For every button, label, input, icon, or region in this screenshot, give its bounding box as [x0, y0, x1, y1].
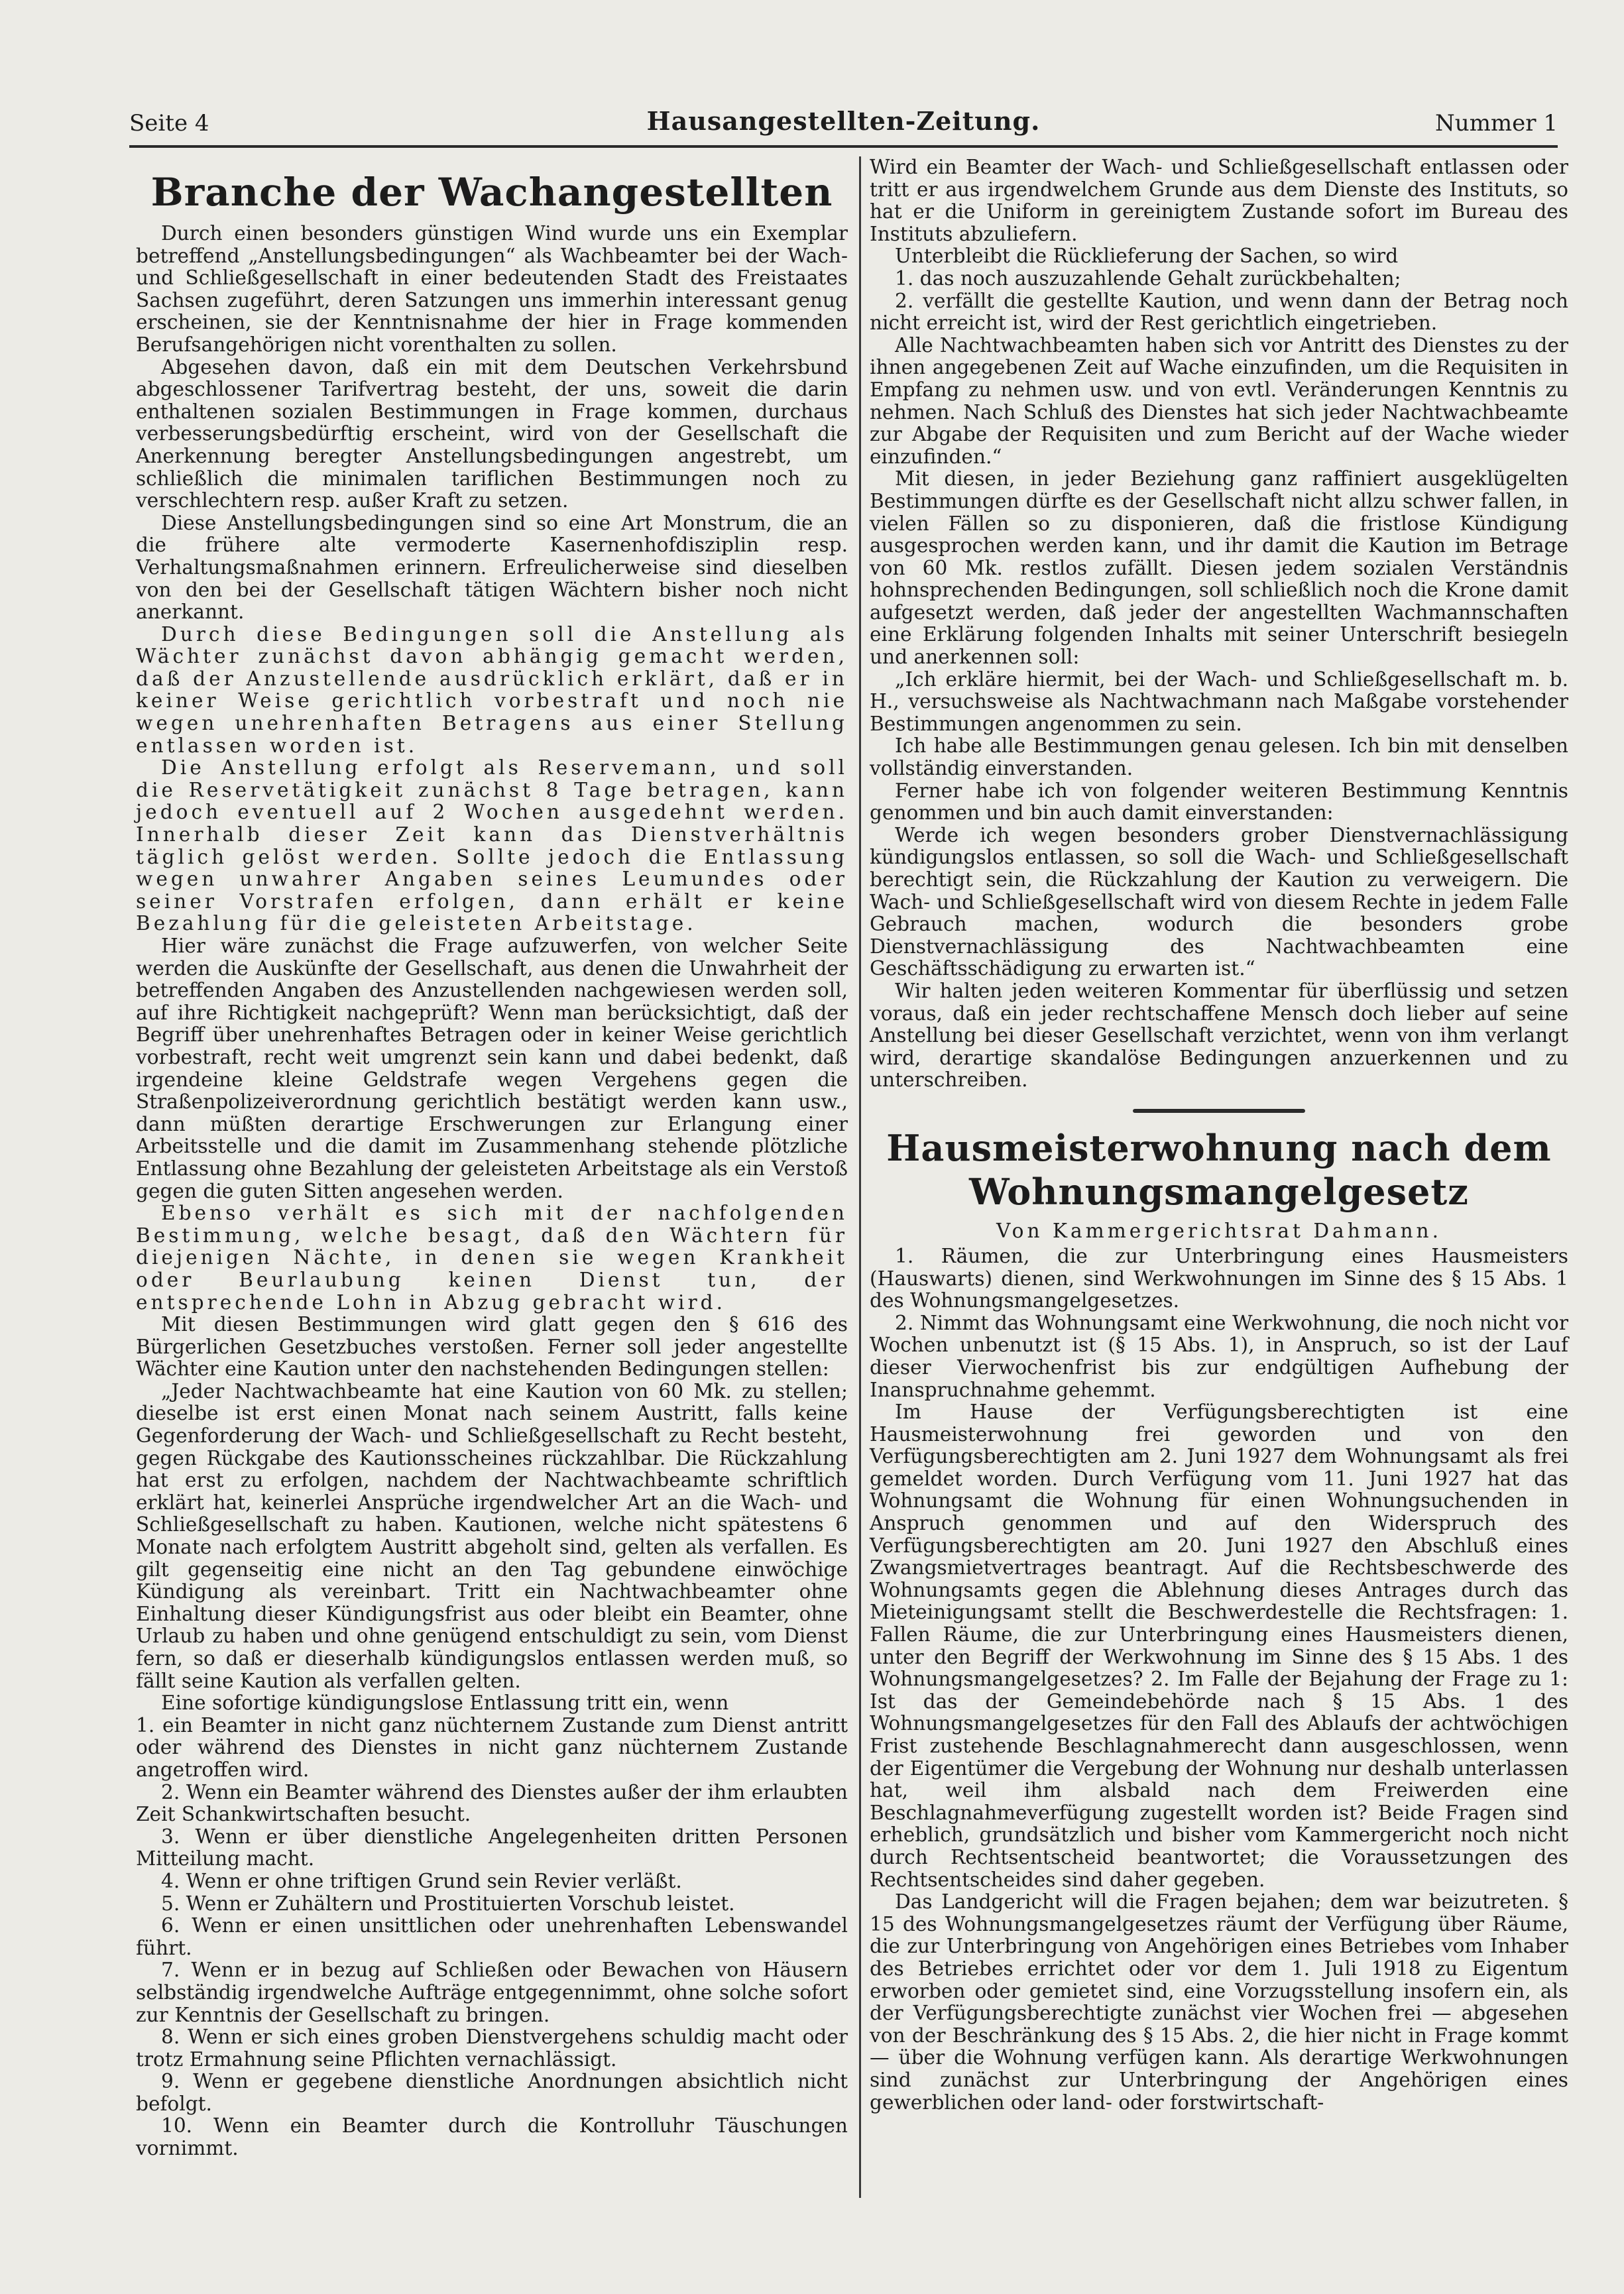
article-paragraph: Ebenso verhält es sich mit der nachfolgenden Bestimmung, welche besagt, daß den Wächtern für diejenigen Nächte, in denen sie wegen Krankheit oder Beurlaubung keinen Dienst tun, der entsprechende Lohn in Abzug gebracht wird. — [136, 1202, 848, 1314]
article-paragraph: Im Hause der Verfügungsberechtigten ist eine Hausmeisterwohnung frei geworden und von den Verfügungsberechtigten am 2. Juni 1927 dem Wohnungsamt als frei gemeldet worden. Durch Verfügung vom 11. Juni 1927 hat das Wohnungsamt die Wohnung für einen Wohnungsuchenden in Anspruch genommen und auf den Widerspruch des Verfügungsberechtigten am 20. Juni 1927 den Abschluß eines Zwangsmietvertrages beantragt. Auf die Rechtsbeschwerde des Wohnungsamts gegen die Ablehnung dieses Antrages durch das Mieteinigungsamt stellt die Beschwerdestelle die Rechtsfragen: 1. Fallen Räume, die zur Unterbringung eines Hausmeisters dienen, unter den Begriff der Werkwohnung im Sinne des § 15 Abs. 1 des Wohnungsmangelgesetzes? 2. Im Falle der Bejahung der Frage zu 1: Ist das der Gemeindebehörde nach § 15 Abs. 1 des Wohnungsmangelgesetzes für den Fall des Ablaufs der achtwöchigen Frist zustehende Beschlagnahmerecht dann ausgeschlossen, wenn der Eigentümer die Vergebung der Wohnung nur deshalb unterlassen hat, weil ihm alsbald nach dem Freiwerden eine Beschlagnahmeverfügung zugestellt worden ist? Beide Fragen sind erheblich, grundsätzlich und bisher vom Kammergericht noch nicht durch Rechtsentscheid beantwortet; die Voraussetzungen des Rechtsentscheides sind daher gegeben. — [870, 1401, 1568, 1891]
article-title: Branche der Wachangestellten — [150, 170, 833, 215]
page-number: Seite 4 — [129, 110, 209, 137]
article-byline: Von Kammergerichtsrat Dahmann. — [996, 1219, 1442, 1242]
article-paragraph: Die Anstellung erfolgt als Reservemann, und soll die Reservetätigkeit zunächst 8 Tage betragen, kann jedoch eventuell auf 2 Wochen ausgedehnt werden. Innerhalb dieser Zeit kann das Dienstverhältnis täglich gelöst werden. Sollte jedoch die Entlassung wegen unwahrer Angaben seines Leumundes oder seiner Vorstrafen erfolgen, dann erhält er keine Bezahlung für die geleisteten Arbeitstage. — [136, 756, 848, 935]
article-paragraph: Wir halten jeden weiteren Kommentar für überflüssig und setzen voraus, daß ein jeder rechtschaffene Mensch doch lieber auf seine Anstellung bei dieser Gesellschaft verzichtet, wenn von ihm verlangt wird, derartige skandalöse Bedingungen anzuerkennen und zu unterschreiben. — [870, 979, 1568, 1092]
list-item: 5. Wenn er Zuhältern und Prostituierten Vorschub leistet. — [161, 1892, 735, 1915]
list-item: 2. verfällt die gestellte Kaution, und wenn dann der Betrag noch nicht erreicht ist, wird der Rest gerichtlich eingetrieben. — [870, 289, 1568, 335]
right-column — [870, 156, 1568, 2114]
article-paragraph: „Ich erkläre hiermit, bei der Wach- und Schließgesellschaft m. b. H., versuchsweise als Nachtwachmann nach Maßgabe vorstehender Bestimmungen angenommen zu sein. — [870, 667, 1568, 735]
article-paragraph: Mit diesen, in jeder Beziehung ganz raffiniert ausgeklügelten Bestimmungen dürfte es der Gesellschaft nicht allzu schwer fallen, in vielen Fällen so zu disponieren, daß die fristlose Kündigung ausgesprochen werden kann, und ihr damit die Kaution im Betrage von 60 Mk. restlos zufällt. Diesen jedem sozialen Verständnis hohnsprechenden Bedingungen, soll schließlich noch die Krone damit aufgesetzt werden, daß jeder der angestellten Wachmannschaften eine Erklärung folgenden Inhalts mit seiner Unterschrift besiegeln und anerkennen soll: — [870, 467, 1568, 669]
article-paragraph: Abgesehen davon, daß ein mit dem Deutschen Verkehrsbund abgeschlossener Tarifvertrag besteht, der uns, soweit die darin enthaltenen sozialen Bestimmungen in Frage kommen, durchaus verbesserungsbedürftig erscheint, wird von der Gesellschaft die Anerkennung beregter Anstellungsbedingungen angestrebt, um schließlich die minimalen tariflichen Bestimmungen noch zu verschlechtern resp. außer Kraft zu setzen. — [136, 355, 848, 512]
list-item: 4. Wenn er ohne triftigen Grund sein Revier verläßt. — [161, 1869, 682, 1892]
list-item: 1. das noch auszuzahlende Gehalt zurückbehalten; — [895, 266, 1401, 290]
list-item: 1. ein Beamter in nicht ganz nüchternem Zustande zum Dienst antritt oder während des Dienstes in nicht ganz nüchternem Zustande angetroffen wird. — [136, 1713, 848, 1781]
article-paragraph: Durch diese Bedingungen soll die Anstellung als Wächter zunächst davon abhängig gemacht werden, daß der Anzustellende ausdrücklich erklärt, daß er in keiner Weise gerichtlich vorbestraft und noch nie wegen unehrenhaften Betragens aus einer Stellung entlassen worden ist. — [136, 622, 848, 757]
article-paragraph: 2. Nimmt das Wohnungsamt eine Werkwohnung, die noch nicht vor Wochen unbenutzt ist (§ 15 Abs. 1), in Anspruch, so ist der Lauf dieser Vierwochenfrist bis zur endgültigen Aufhebung der Inanspruchnahme gehemmt. — [870, 1311, 1568, 1401]
list-item: 7. Wenn er in bezug auf Schließen oder Bewachen von Häusern selbständig irgendwelche Aufträge entgegennimmt, ohne solche sofort zur Kenntnis der Gesellschaft zu bringen. — [136, 1959, 848, 2026]
article-paragraph: „Jeder Nachtwachbeamte hat eine Kaution von 60 Mk. zu stellen; dieselbe ist erst einen Monat nach seinem Austritt, falls keine Gegenforderung der Wach- und Schließgesellschaft zu Recht besteht, gegen Rückgabe des Kautionsscheines rückzahlbar. Die Rückzahlung hat erst zu erfolgen, nachdem der Nachtwachbeamte schriftlich erklärt hat, keinerlei Ansprüche irgendwelcher Art an die Wach- und Schließgesellschaft zu haben. Kautionen, welche nicht spätestens 6 Monate nach erfolgtem Austritt abgeholt sind, gelten als verfallen. Es gilt gegenseitig eine nicht an den Tag gebundene einwöchige Kündigung als vereinbart. Tritt ein Nachtwachbeamter ohne Einhaltung dieser Kündigungsfrist aus oder bleibt ein Beamter, ohne Urlaub zu haben und ohne genügend entschuldigt zu sein, vom Dienst fern, so daß er dieserhalb kündigungslos entlassen werden muß, so fällt seine Kaution als verfallen gelten. — [136, 1379, 848, 1692]
section-divider — [1133, 1109, 1305, 1113]
list-item: 6. Wenn er einen unsittlichen oder unehrenhaften Lebenswandel führt. — [136, 1914, 848, 1959]
article-paragraph: Mit diesen Bestimmungen wird glatt gegen den § 616 des Bürgerlichen Gesetzbuches verstoßen. Ferner soll jeder angestellte Wächter eine Kaution unter den nachstehenden Bedingungen stellen: — [136, 1313, 848, 1381]
article-paragraph: Ich habe alle Bestimmungen genau gelesen. Ich bin mit denselben vollständig einverstanden. — [870, 734, 1568, 780]
list-item: 3. Wenn er über dienstliche Angelegenheiten dritten Personen Mitteilung macht. — [136, 1825, 848, 1870]
article-paragraph: Wird ein Beamter der Wach- und Schließgesellschaft entlassen oder tritt er aus irgendwelchem Grunde aus dem Dienste des Instituts, so hat er die Uniform in gereinigtem Zustande sofort im Bureau des Instituts abzuliefern. — [870, 156, 1568, 245]
issue-number: Nummer 1 — [1435, 110, 1558, 137]
article-paragraph: Werde ich wegen besonders grober Dienstvernachlässigung kündigungslos entlassen, so soll die Wach- und Schließgesellschaft berechtigt sein, die Rückzahlung der Kaution zu verweigern. Die Wach- und Schließgesellschaft wird von diesem Rechte in jedem Falle Gebrauch machen, wodurch die besonders grobe Dienstvernachlässigung des Nachtwachbeamten eine Geschäftsschädigung zu erwarten ist.“ — [870, 823, 1568, 980]
article-paragraph: Hier wäre zunächst die Frage aufzuwerfen, von welcher Seite werden die Auskünfte der Gesellschaft, aus denen die Unwahrheit der betreffenden Angaben des Anzustellenden nachgewiesen werden soll, auf ihre Richtigkeit nachgeprüft? Wenn man berücksichtigt, daß der Begriff über unehrenhaftes Betragen oder in keiner Weise gerichtlich vorbestraft, recht weit umgrenzt sein kann und dabei bedenkt, daß irgendeine kleine Geldstrafe wegen Vergehens gegen die Straßenpolizeiverordnung gerichtlich bestätigt werden kann usw., dann müßten derartige Erschwerungen zur Erlangung einer Arbeitsstelle und die damit im Zusammenhang stehende plötzliche Entlassung ohne Bezahlung der geleisteten Arbeitstage als ein Verstoß gegen die guten Sitten angesehen werden. — [136, 935, 848, 1202]
header-rule — [129, 145, 1558, 148]
article-paragraph: Alle Nachtwachbeamten haben sich vor Antritt des Dienstes zu der ihnen angegebenen Zeit auf Wache einzufinden, um die Requisiten in Empfang zu nehmen usw. und von evtl. Veränderungen Kenntnis zu nehmen. Nach Schluß des Dienstes hat sich jeder Nachtwachbeamte zur Abgabe der Requisiten und zum Bericht auf der Wache wieder einzufinden.“ — [870, 333, 1568, 468]
article-paragraph: Diese Anstellungsbedingungen sind so eine Art Monstrum, die an die frühere alte vermoderte Kasernenhofdisziplin resp. Verhaltungsmaßnahmen erinnern. Erfreulicherweise sind dieselben von den bei der Gesellschaft tätigen Wächtern bisher noch nicht anerkannt. — [136, 511, 848, 624]
article-paragraph: Eine sofortige kündigungslose Entlassung tritt ein, wenn — [161, 1692, 729, 1715]
column-divider — [859, 156, 861, 2198]
list-item: 8. Wenn er sich eines groben Dienstvergehens schuldig macht oder trotz Ermahnung seine Pflichten vernachlässigt. — [136, 2026, 848, 2071]
article-paragraph: Das Landgericht will die Fragen bejahen; dem war beizutreten. § 15 des Wohnungsmangelgesetzes räumt der Verfügung über Räume, die zur Unterbringung von Angehörigen eines Betriebes vom Inhaber des Betriebes errichtet oder vor dem 1. Juli 1918 zu Eigentum erworben oder gemietet sind, eine Vorzugsstellung insofern ein, als der Verfügungsberechtigte zunächst vier Wochen frei — abgesehen von der Beschränkung des § 15 Abs. 2, die hier nicht in Frage kommt — über die Wohnung verfügen kann. Als derartige Werkwohnungen sind zunächst zur Unterbringung der Angehörigen eines gewerblichen oder land- oder forstwirtschaft- — [870, 1890, 1568, 2114]
left-column — [136, 156, 848, 2160]
newspaper-title: Hausangestellten-Zeitung. — [646, 106, 1041, 136]
article-title: Hausmeisterwohnung nach dem Wohnungsmangelgesetz — [886, 1126, 1552, 1213]
list-item: 10. Wenn ein Beamter durch die Kontrolluhr Täuschungen vornimmt. — [136, 2114, 848, 2160]
list-item: 2. Wenn ein Beamter während des Dienstes außer der ihm erlaubten Zeit Schankwirtschaften besucht. — [136, 1780, 848, 1826]
article-paragraph: Unterbleibt die Rücklieferung der Sachen, so wird — [895, 245, 1399, 268]
article-paragraph: Ferner habe ich von folgender weiteren Bestimmung Kenntnis genommen und bin auch damit einverstanden: — [870, 779, 1568, 825]
article-paragraph: Durch einen besonders günstigen Wind wurde uns ein Exemplar betreffend „Anstellungsbedingungen“ als Wachbeamter bei der Wach- und Schließgesellschaft in einer bedeutenden Stadt des Freistaates Sachsen zugeführt, deren Satzungen uns immerhin interessant genug erscheinen, sie der Kenntnisnahme der hier in Frage kommenden Berufsangehörigen nicht vorenthalten zu sollen. — [136, 222, 848, 356]
list-item: 9. Wenn er gegebene dienstliche Anordnungen absichtlich nicht befolgt. — [136, 2070, 848, 2115]
article-paragraph: 1. Räumen, die zur Unterbringung eines Hausmeisters (Hauswarts) dienen, sind Werkwohnungen im Sinne des § 15 Abs. 1 des Wohnungsmangelgesetzes. — [870, 1244, 1568, 1312]
page-header — [129, 106, 1558, 143]
